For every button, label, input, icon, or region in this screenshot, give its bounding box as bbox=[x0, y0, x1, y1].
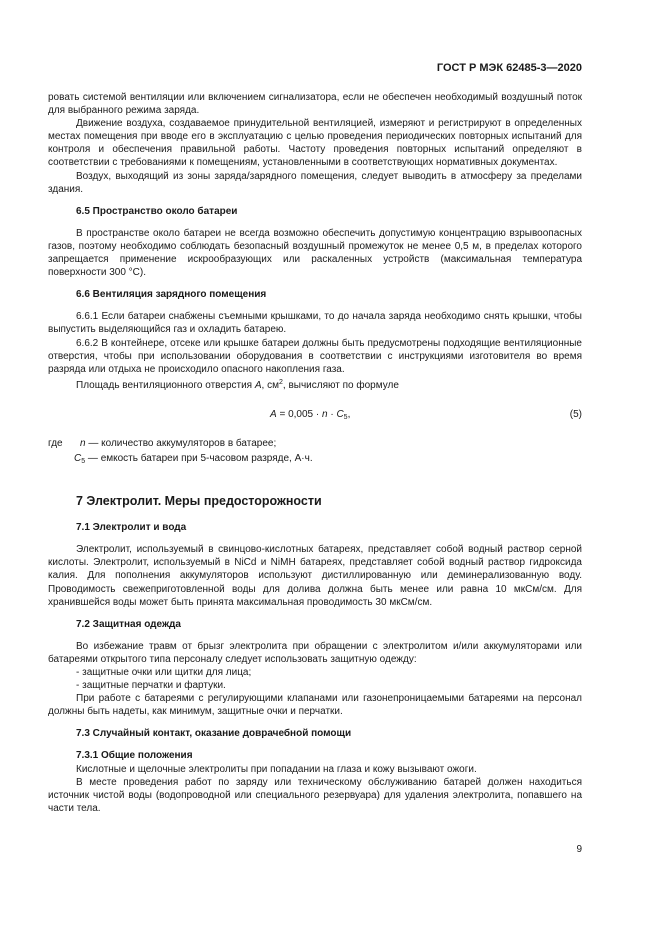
section-heading-6-5: 6.5 Пространство около батареи bbox=[76, 205, 238, 217]
paragraph: При работе с батареями с регулирующими клапанами или газонепроницаемыми батареями на персонал должны быть надеты, как минимум, защитные очки и перчатки. bbox=[48, 693, 582, 718]
paragraph: Движение воздуха, создаваемое принудительной вентиляцией, измеряют и регистрируют в определенных местах помещения при вводе его в эксплуатацию с целью проведения периодических повторных испытаний для контроля и обеспечения правильной работы. Частоту проведения повторных испытаний определяют в соответствии с требованиями к помещениям, установленными в соответствующих нормативных документах. bbox=[48, 118, 582, 169]
chapter-heading-7: 7 Электролит. Меры предосторожности bbox=[76, 494, 322, 509]
paragraph: 6.6.2 В контейнере, отсеке или крышке батареи должны быть предусмотрены подходящие вентиляционные отверстия, чтобы при использовании оборудования в соответствии с инструкциями изготовителя во время разряда или отдыха не происходило опасного накопления газа. bbox=[48, 337, 582, 375]
formula-number: (5) bbox=[569, 408, 582, 420]
paragraph: 6.6.1 Если батареи снабжены съемными крышками, то до начала заряда необходимо снять крышки, чтобы выпустить выделяющийся газ и охладить батарею. bbox=[48, 311, 582, 336]
paragraph: Электролит, используемый в свинцово-кислотных батареях, представляет собой водный раствор серной кислоты. Электролит, используемый в NiCd и NiMH батареях, представляет собой водный раствор гидроксида калия. Для пополнения аккумуляторов используют дистиллированную или деминерализованную воду. Проводимость свежеприготовленной воды для долива должна быть менее или равна 10 мкСм/см. Для хранившейся воды может быть принята максимальная проводимость 30 мкСм/см. bbox=[48, 544, 582, 608]
section-heading-7-2: 7.2 Защитная одежда bbox=[76, 618, 181, 630]
paragraph: В пространстве около батареи не всегда возможно обеспечить допустимую концентрацию взрывоопасных газов, поэтому необходимо соблюдать безопасный воздушный промежуток не менее 0,5 м, в пределах которого запрещается применение искрообразующих или раскаленных устройств (максимальная температура поверхности 300 °С). bbox=[48, 227, 582, 279]
formula-intro: Площадь вентиляционного отверстия А, $см^2$, вычисляют по формуле bbox=[76, 378, 399, 391]
paragraph: Воздух, выходящий из зоны заряда/зарядного помещения, следует выводить в атмосферу за пределами здания. bbox=[48, 170, 582, 195]
formula-5 bbox=[48, 408, 582, 421]
page-body bbox=[48, 91, 582, 815]
page-number: 9 bbox=[576, 844, 582, 855]
formula-expression: $А = 0,005 \cdot n \cdot С_5$, bbox=[270, 408, 351, 421]
paragraph: ровать системой вентиляции или включением сигнализатора, если не обеспечен необходимый воздушный поток для выбранного режима заряда. bbox=[48, 92, 582, 117]
section-heading-7-1: 7.1 Электролит и вода bbox=[76, 522, 187, 534]
paragraph: Во избежание травм от брызг электролита при обращении с электролитом и/или аккумуляторами или батареями открытого типа персоналу следует использовать защитную одежду: bbox=[48, 640, 582, 665]
subsection-heading-7-3-1: 7.3.1 Общие положения bbox=[76, 750, 193, 762]
running-header: ГОСТ Р МЭК 62485-3—2020 bbox=[436, 62, 582, 74]
formula-legend-c5: $С_5$ — емкость батареи при 5-часовом разряде, А·ч. bbox=[74, 453, 313, 466]
formula-legend-n: где n — количество аккумуляторов в батарее; bbox=[48, 437, 277, 449]
paragraph: В месте проведения работ по заряду или техническому обслуживанию батарей должен находиться источник чистой воды (водопроводной или специального резервуара) для удаления электролита, попавшего на части тела. bbox=[48, 776, 582, 814]
section-heading-6-6: 6.6 Вентиляция зарядного помещения bbox=[76, 289, 267, 301]
paragraph: Кислотные и щелочные электролиты при попадании на глаза и кожу вызывают ожоги. bbox=[76, 763, 477, 775]
section-heading-7-3: 7.3 Случайный контакт, оказание доврачебной помощи bbox=[76, 728, 352, 740]
list-item: - защитные очки или щитки для лица; bbox=[76, 667, 252, 678]
list-item: - защитные перчатки и фартуки. bbox=[76, 680, 226, 692]
